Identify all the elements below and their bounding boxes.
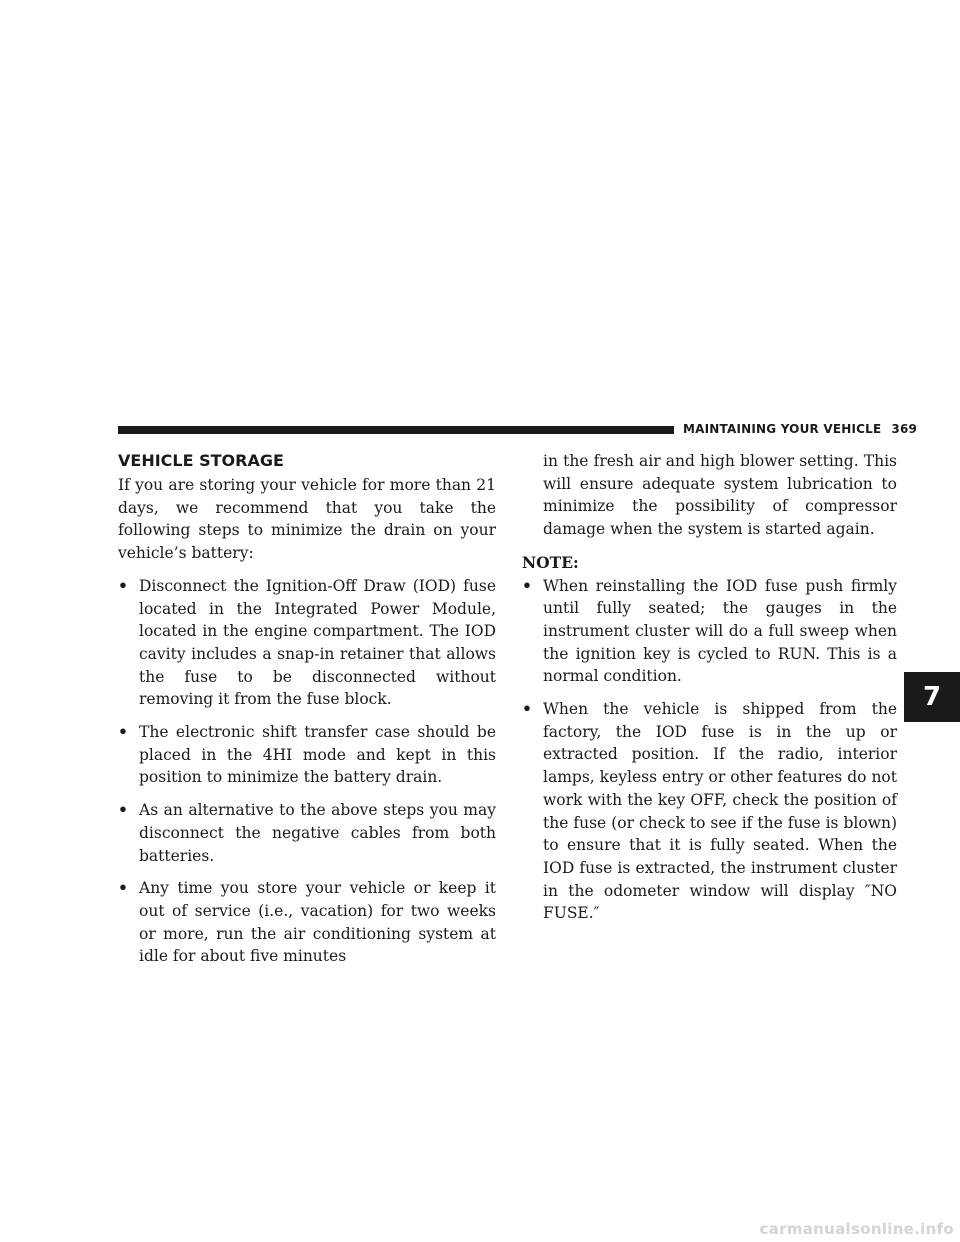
bullet-icon: • — [522, 575, 532, 595]
list-item — [118, 799, 496, 867]
list-item — [118, 575, 496, 711]
list-item-text: The electronic shift transfer case should be placed in the 4HI mode and kept in this position to minimize the battery drain. — [139, 723, 496, 787]
section-title: VEHICLE STORAGE — [118, 451, 284, 470]
left-column — [118, 450, 496, 978]
list-item-text: When reinstalling the IOD fuse push firmly until fully seated; the gauges in the instrument cluster will do a full sweep when the ignition key is cycled to RUN. This is a normal condition. — [543, 576, 897, 686]
chapter-tab: 7 — [904, 672, 960, 722]
header-rule — [118, 426, 674, 434]
right-column — [522, 450, 897, 935]
header-section-title: MAINTAINING YOUR VEHICLE — [683, 422, 882, 436]
list-item — [522, 575, 897, 689]
list-item — [118, 721, 496, 789]
bullet-icon: • — [118, 575, 128, 595]
bullet-icon: • — [118, 722, 128, 742]
list-item-text: Any time you store your vehicle or keep it out of service (i.e., vacation) for two weeks or more, run the air conditioning system at idle for about five minutes — [139, 879, 496, 966]
bullet-icon: • — [522, 699, 532, 719]
bullet-icon: • — [118, 878, 128, 898]
page-number: 369 — [891, 422, 918, 436]
intro-paragraph: If you are storing your vehicle for more than 21 days, we recommend that you take the following steps to minimize the drain on your vehicle’s battery: — [118, 476, 496, 563]
running-header — [683, 422, 917, 436]
list-item-text: As an alternative to the above steps you may disconnect the negative cables from both batteries. — [139, 801, 496, 865]
list-item — [522, 698, 897, 925]
list-item-text: When the vehicle is shipped from the factory, the IOD fuse is in the up or extracted position. If the radio, interior lamps, keyless entry or other features do not work with the key OFF, check the position of the fuse (or check to see if the fuse is blown) to ensure that it is fully seated. When the IOD fuse is extracted, the instrument cluster in the odometer window will display ″NO FUSE.″ — [543, 700, 897, 923]
continuation-paragraph: in the fresh air and high blower setting. This will ensure adequate system lubrication to minimize the possibility of compressor damage when the system is started again. — [543, 452, 897, 539]
list-item — [118, 877, 496, 968]
note-label: NOTE: — [522, 552, 579, 572]
bullet-icon: • — [118, 800, 128, 820]
list-item-text: Disconnect the Ignition-Off Draw (IOD) fuse located in the Integrated Power Module, located in the engine compartment. The IOD cavity includes a snap-in retainer that allows the fuse to be disconnected without removing it from the fuse block. — [139, 576, 496, 709]
watermark: carmanualsonline.info — [759, 1220, 954, 1238]
